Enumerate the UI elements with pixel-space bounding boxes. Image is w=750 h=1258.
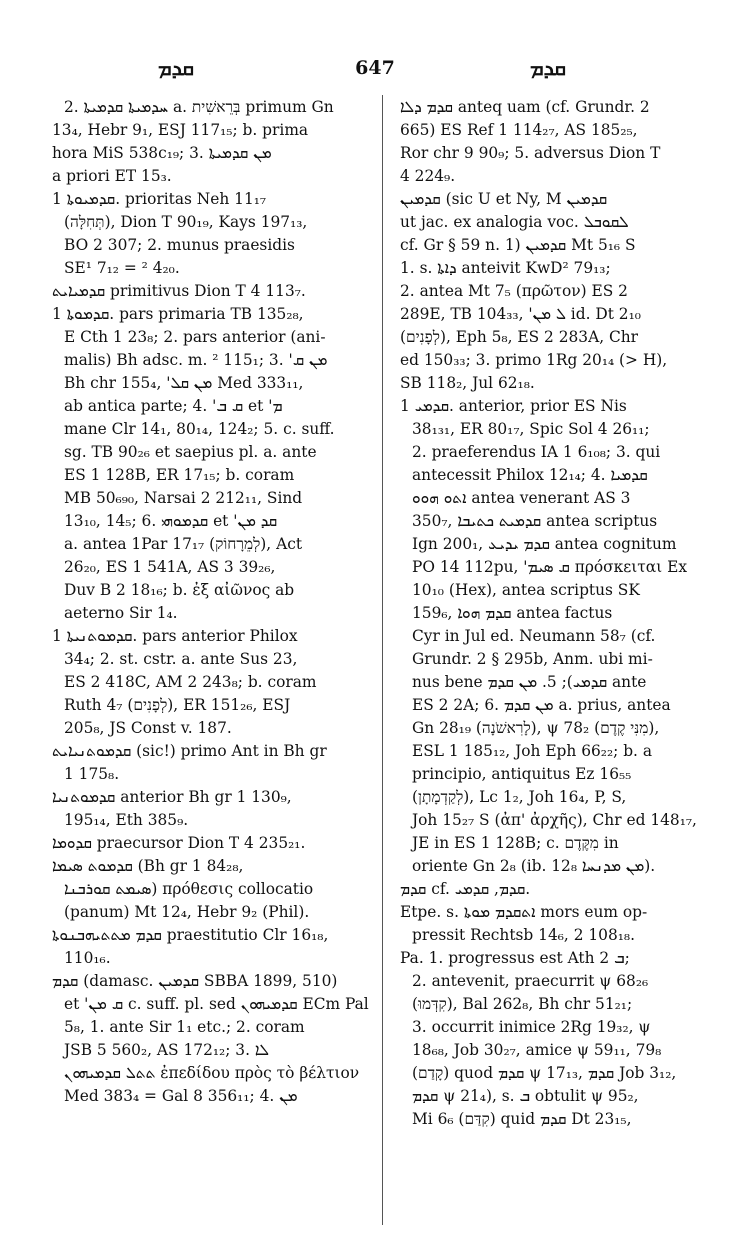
column-divider: [382, 95, 383, 1225]
entry-line: ES 2 418C, AM 2 243₈; b. coram: [64, 673, 317, 691]
entry-line: ܩܕܡܝܐܝܬ primitivus Dion T 4 113₇.: [52, 282, 306, 300]
entry-line: 26₂₀, ES 1 541A, AS 3 39₂₆,: [64, 558, 276, 576]
entry-line: ܐܬܘ ܗܘܘ antea venerant AS 3: [412, 489, 631, 507]
entry-line: Pa. 1. progressus est Ath ܒ 2;: [400, 949, 630, 967]
entry-line: 205₈, JS Const v. 187.: [64, 719, 232, 737]
entry-line: Bh chr 155₄, 'ܡܢ ܩܠ Med 333₁₁,: [64, 374, 304, 392]
entry-line: 289E, TB 104₃₃, 'ܠ ܡܢ id. Dt 2₁₀: [400, 305, 641, 323]
entry-line: 13₁₀, 14₅; 6. ܩܕܡܘܗܝ et 'ܩܕ ܡܢ: [64, 512, 278, 530]
entry-line: (תְּחִלָּה), Dion T 90₁₉, Kays 197₁₃,: [64, 213, 308, 231]
entry-line: ܩܕܘܡܐ praecursor Dion T 4 235₂₁.: [52, 834, 306, 852]
entry-line: 350₇, ܩܕܡܝܬ ܟܬܝܒܐ antea scriptus: [412, 512, 658, 530]
entry-line: 110₁₆.: [64, 949, 111, 967]
entry-line: BO 2 307; 2. munus praesidis: [64, 236, 295, 254]
entry-line: 3. occurrit inimice 2Rg 19₃₂, ψ: [412, 1018, 651, 1036]
entry-line: Ign 200₁, ܩܕܡ ܝܕܝܥ antea cognitum: [412, 535, 677, 553]
entry-line: Grundr. 2 § 295b, Anm. ubi mi-: [412, 650, 653, 668]
entry-line: 2. antevenit, praecurrit ψ 68₂₆: [412, 972, 649, 990]
entry-line: pressit Rechtsb 14₆, 2 108₁₈.: [412, 926, 635, 944]
entry-line: 159₆, ܩܕܡ ܗܘܐ antea factus: [412, 604, 613, 622]
entry-line: oriente Gn 2₈ (ib. 12₈ ܡܢ ܡܕܢܚܐ).: [412, 857, 656, 875]
entry-line: 2. antea Mt 7₅ (πρῶτον) ES 2: [400, 282, 628, 300]
entry-line: ES 2 2A; 6. ܡܢ ܩܕܡ a. prius, antea: [412, 696, 671, 714]
entry-line: 195₁₄, Eth 385₉.: [64, 811, 189, 829]
entry-line: ܩܕܡ ܕܠܐ anteq uam (cf. Grundr. 2: [400, 98, 650, 116]
entry-line: (קִדְּמוּ), Bal 262₈, Bh chr 51₂₁;: [412, 995, 633, 1013]
entry-line: nus bene ܩܕܡܝ); 5. ܡܢ ܩܕܡ ante: [412, 673, 647, 691]
entry-line: ܩܕܡ (damasc. ܩܕܡܝܢ SBBA 1899, 510): [52, 972, 338, 990]
entry-line: Duv B 2 18₁₆; b. ἐξ αἰῶνος ab: [64, 581, 295, 599]
entry-line: 2. praeferendus IA 1 6₁₀₈; 3. qui: [412, 443, 661, 461]
entry-line: MB 50₆₉₀, Narsai 2 212₁₁, Sind: [64, 489, 303, 507]
entry-line: ܩܕܡܝܘܬܐ 1. prioritas Neh 11₁₇: [52, 190, 267, 208]
entry-line: ܩܕܡܘܬܢܝܐ anterior Bh gr 1 130₉,: [52, 788, 292, 806]
entry-line: 10₁₀ (Hex), antea scriptus SK: [412, 581, 640, 599]
page-header: [0, 55, 750, 85]
entry-line: Mi 6₆ (קִדַּם) quid ܩܕܡ Dt 23₁₅,: [412, 1110, 632, 1128]
entry-line: Ruth 4₇ (לְפָנִים), ER 151₂₆, ESJ: [64, 696, 291, 714]
entry-line: a priori ET 15₃.: [52, 167, 172, 185]
entry-line: SE¹ 7₁₂ = ² 4₂₀.: [64, 259, 180, 277]
running-headword-left: ܩܕܡ: [158, 55, 194, 80]
entry-line: 5₈, 1. ante Sir 1₁ etc.; 2. coram: [64, 1018, 305, 1036]
page-number: 647: [355, 57, 395, 79]
entry-line: ed 150₃₃; 3. primo 1Rg 20₁₄ (> H),: [400, 351, 668, 369]
entry-line: Cyr in Jul ed. Neumann 58₇ (cf.: [412, 627, 656, 645]
right-column: [400, 96, 720, 1131]
entry-line: 4 224₉.: [400, 167, 456, 185]
entry-line: malis) Bh adsc. m. ² 115₁; 3. 'ܡܢ ܩ: [64, 351, 328, 369]
entry-line: aeterno Sir 1₄.: [64, 604, 178, 622]
entry-line: ES 1 128B, ER 17₁₅; b. coram: [64, 466, 295, 484]
entry-line: ܩܕܡ cf. ܩܕܡ, ܩܕܡܝ.: [400, 880, 531, 898]
entry-line: 38₁₃₁, ER 80₁₇, Spic Sol 4 26₁₁;: [412, 420, 650, 438]
entry-line: (לְקַדְמָתָן), Lc 1₂, Joh 16₄, P, S,: [412, 788, 627, 806]
entry-line: PO 14 112pu, 'ܩ ܣܝܡ πρόσκειται Ex: [412, 558, 688, 576]
entry-line: 13₄, Hebr 9₁, ESJ 117₁₅; b. prima: [52, 121, 309, 139]
entry-line: principio, antiquitus Ez 16₅₅: [412, 765, 632, 783]
entry-line: (לְפָנִים), Eph 5₈, ES 2 283A, Chr: [400, 328, 639, 346]
entry-line: ܩܕܡܘܬܢܝܐܝܬ (sic!) primo Ant in Bh gr: [52, 742, 327, 760]
entry-line: ܩܕܡ ψ 21₄), s. ܒ obtulit ψ 95₂,: [412, 1087, 639, 1105]
running-headword-right: ܩܕܡ: [530, 55, 566, 80]
entry-line: Med 383₄ = Gal 8 356₁₁; 4. ܡܢ: [64, 1087, 298, 1105]
entry-line: ܩܕܡܝ 1. anterior, prior ES Nis: [400, 397, 627, 415]
entry-line: ܣܝܡܬ ܩܘܪܒܢܐ) πρόθεσις collocatio: [64, 880, 314, 898]
entry-line: ܬܬܠ ܩܕܡܝܗܘܢ ἐπεδίδου πρὸς τὸ βέλτιον: [64, 1064, 360, 1082]
entry-line: (panum) Mt 12₄, Hebr 9₂ (Phil).: [64, 903, 310, 921]
entry-line: SB 118₂, Jul 62₁₈.: [400, 374, 535, 392]
entry-line: JSB 5 560₂, AS 172₁₂; 3. ܠܐ: [64, 1041, 269, 1059]
entry-line: 1. s. ܕܐܬܐ anteivit KwD² 79₁₃;: [400, 259, 611, 277]
left-column: [52, 96, 372, 1108]
entry-line: ab antica parte; 4. 'ܩ ܒ et 'ܡ: [64, 397, 283, 415]
entry-line: 18₆₈, Job 30₂₇, amice ψ 59₁₁, 79₈: [412, 1041, 662, 1059]
entry-line: 2. ܚܕܡܝܬܐ ܩܕܡܝܬܐ a. בְּרֵאשִׁית primum Gn: [64, 98, 334, 116]
entry-line: 1 175₈.: [64, 765, 120, 783]
entry-line: ܩܕܡܘܬ ܣܝܡܐ (Bh gr 1 84₂₈,: [52, 857, 244, 875]
entry-line: hora MiS 538c₁₉; 3. ܡܢ ܩܕܡܝܬܐ: [52, 144, 272, 162]
entry-line: et 'ܩ ܡܢ c. suff. pl. sed ܩܕܡܝܗܘܢ ECm Pal: [64, 995, 369, 1013]
entry-line: 34₄; 2. st. cstr. a. ante Sus 23,: [64, 650, 298, 668]
entry-line: Gn 28₁₉ (לָרִאשֹׁנָה), ψ 78₂ (מִנִּי קֶדֶם),: [412, 719, 660, 737]
entry-line: ܩܕܡܘܬܐ 1. pars primaria TB 135₂₈,: [52, 305, 304, 323]
entry-line: cf. Gr § 59 n. 1) ܩܕܡܝܢ Mt 5₁₆ S: [400, 236, 636, 254]
entry-line: ESL 1 185₁₂, Joh Eph 66₂₂; b. a: [412, 742, 653, 760]
entry-line: (קָדַם) quod ܩܕܡ ψ 17₁₃, ܩܕܡ Job 3₁₂,: [412, 1064, 677, 1082]
entry-line: JE in ES 1 128B; c. מִקֶּדֶם in: [412, 834, 619, 852]
entry-line: Etpe. s. ܐܬܩܕܡ ܡܘܬܐ mors eum op-: [400, 903, 648, 921]
entry-line: ܩܕܡ ܡܬܬܝܗܒܢܘܬܐ praestitutio Clr 16₁₈,: [52, 926, 329, 944]
entry-line: a. antea 1Par 17₁₇ (לְמֵרָחוֹק), Act: [64, 535, 303, 553]
entry-line: 665) ES Ref 1 114₂₇, AS 185₂₅,: [400, 121, 638, 139]
entry-line: Joh 15₂₇ S (ἀπ' ἀρχῆς), Chr ed 148₁₇,: [412, 811, 697, 829]
entry-line: ut jac. ex analogia voc. ܠܩܘܒܠ: [400, 213, 629, 231]
entry-line: ܩܕܡܝܢ (sic U et Ny, M ܩܕܡܝܢ: [400, 190, 608, 208]
entry-line: sg. TB 90₂₆ et saepius pl. a. ante: [64, 443, 317, 461]
entry-line: ܩܕܡܘܬܢܝܬܐ 1. pars anterior Philox: [52, 627, 298, 645]
entry-line: E Cth 1 23₈; 2. pars anterior (ani-: [64, 328, 326, 346]
entry-line: mane Clr 14₁, 80₁₄, 124₂; 5. c. suff.: [64, 420, 335, 438]
entry-line: antecessit Philox 12₁₄; 4. ܩܕܡܝܐ: [412, 466, 648, 484]
entry-line: Ror chr 9 90₉; 5. adversus Dion T: [400, 144, 661, 162]
